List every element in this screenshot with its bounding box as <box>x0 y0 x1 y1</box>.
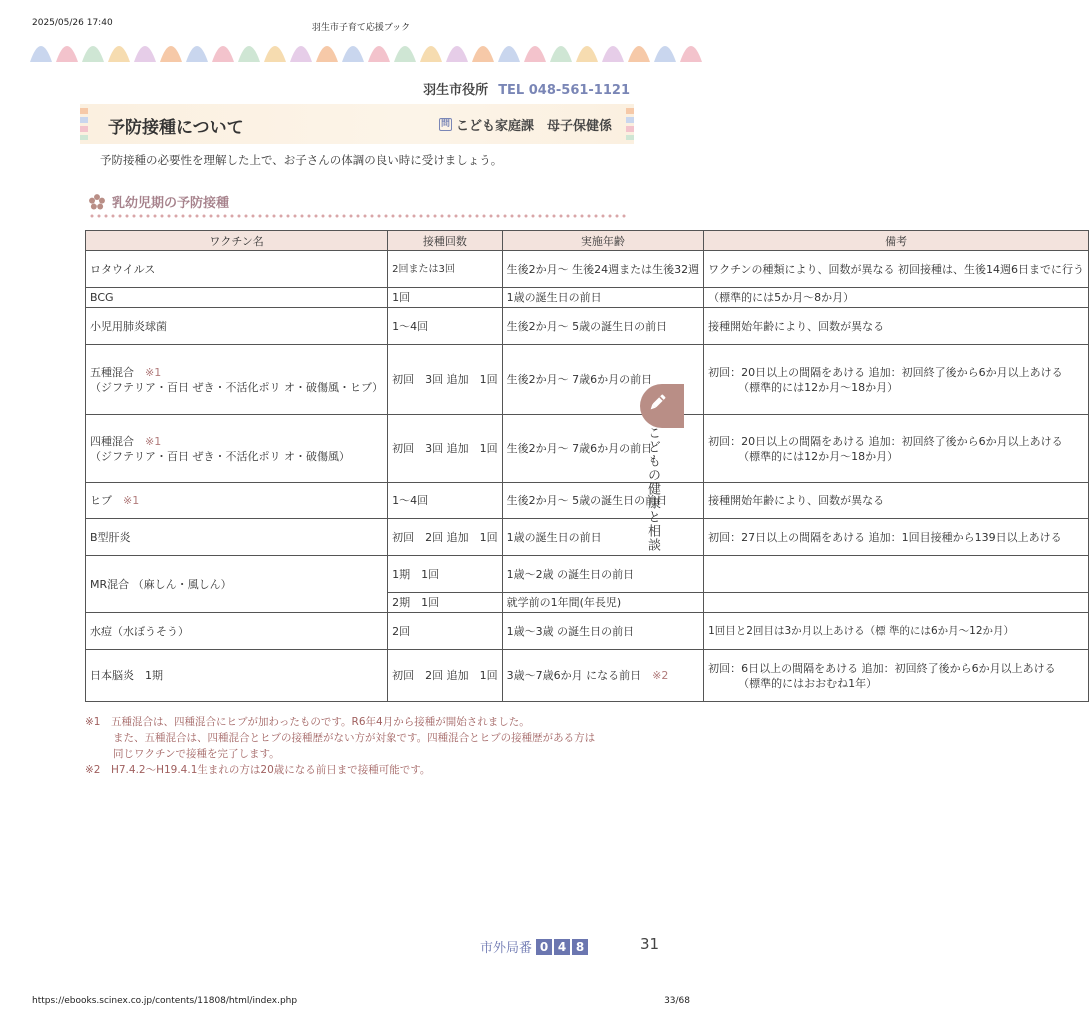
remarks: （標準的には5か月～8か月） <box>704 288 1089 308</box>
vaccine-name: BCG <box>86 288 388 308</box>
banner-pennant <box>290 46 312 62</box>
target-age: 生後2か月～ 5歳の誕生日の前日 <box>502 483 704 519</box>
remarks-detail: （標準的にはおおむね1年） <box>738 676 878 690</box>
area-code-digit: 0 <box>536 939 552 955</box>
section-title: 予防接種について <box>108 118 244 138</box>
divider-dot <box>595 215 598 218</box>
divider-dot <box>315 215 318 218</box>
target-age <box>502 650 704 702</box>
vaccine-name: 小児用肺炎球菌 <box>86 308 388 345</box>
divider-dot <box>518 215 521 218</box>
banner-pennant <box>212 46 234 62</box>
banner-pennant <box>654 46 676 62</box>
divider-dot <box>420 215 423 218</box>
banner-pennant <box>238 46 260 62</box>
divider-dot <box>567 215 570 218</box>
banner-pennant <box>186 46 208 62</box>
divider-dot <box>462 215 465 218</box>
header-vaccine: ワクチン名 <box>86 231 388 251</box>
divider-dot <box>112 215 115 218</box>
remarks: 1回目と2回目は3か月以上あける（標 準的には6か月～12か月） <box>704 613 1089 650</box>
banner-pennant <box>628 46 650 62</box>
banner-pennant <box>446 46 468 62</box>
remarks: 初回：27日以上の間隔をあける 追加：1回目接種から139日以上あける <box>704 519 1089 556</box>
divider-dot <box>301 215 304 218</box>
vaccine-table <box>85 230 1089 702</box>
footnote-1-cont: また、五種混合は、四種混合とヒブの接種歴がない方が対象です。四種混合とヒブの接種歴がある方は <box>113 732 596 744</box>
target-age-main: 3歳～7歳6か月 になる前日 <box>506 669 653 682</box>
divider-dot <box>434 215 437 218</box>
target-age: 1歳の誕生日の前日 <box>502 288 704 308</box>
table-row <box>86 415 1089 483</box>
dose-count: 初回 3回 追加 1回 <box>388 345 503 415</box>
banner-pennant <box>264 46 286 62</box>
bar-deco-right <box>626 108 634 140</box>
intro-text: 予防接種の必要性を理解した上で、お子さんの体調の良い時に受けましょう。 <box>100 153 503 167</box>
divider-dot <box>441 215 444 218</box>
remarks <box>704 415 1089 483</box>
divider-dot <box>91 215 94 218</box>
divider-dot <box>504 215 507 218</box>
divider-dot <box>490 215 493 218</box>
dose-count: 1回 <box>388 288 503 308</box>
dose-count: 初回 3回 追加 1回 <box>388 415 503 483</box>
divider-dot <box>525 215 528 218</box>
target-age: 生後2か月～ 5歳の誕生日の前日 <box>502 308 704 345</box>
side-tab-label: こどもの健康と相談 <box>645 426 660 552</box>
divider-dot <box>119 215 122 218</box>
table-row <box>86 251 1089 288</box>
banner-pennant <box>316 46 338 62</box>
banner-pennant <box>160 46 182 62</box>
divider-dot <box>539 215 542 218</box>
remarks-main: 初回：20日以上の間隔をあける 追加：初回終了後から6か月以上あける <box>708 434 1063 448</box>
divider-dot <box>203 215 206 218</box>
divider-dot <box>273 215 276 218</box>
remarks <box>704 345 1089 415</box>
dose-count: 1期 1回 <box>388 556 503 593</box>
divider-dot <box>147 215 150 218</box>
footnote-mark: ※2 <box>652 669 669 682</box>
divider-dot <box>259 215 262 218</box>
divider-dot <box>427 215 430 218</box>
header-age: 実施年齢 <box>502 231 704 251</box>
banner-pennant <box>472 46 494 62</box>
table-row <box>86 556 1089 593</box>
divider-dot <box>413 215 416 218</box>
divider-dot <box>154 215 157 218</box>
dose-count: 2期 1回 <box>388 593 503 613</box>
divider-dot <box>322 215 325 218</box>
divider-dot <box>532 215 535 218</box>
area-code-label: 市外局番 <box>480 941 533 956</box>
divider-dot <box>448 215 451 218</box>
banner-pennant <box>342 46 364 62</box>
banner-pennant <box>420 46 442 62</box>
banner-pennant <box>602 46 624 62</box>
page-number: 31 <box>640 935 660 953</box>
divider-dot <box>399 215 402 218</box>
footnote-1: ※1 五種混合は、四種混合にヒブが加わったものです。R6年4月から接種が開始されました。 <box>85 716 530 728</box>
divider-dot <box>546 215 549 218</box>
flower-icon <box>88 193 106 211</box>
target-age: 生後2か月～ 生後24週または生後32週 <box>502 251 704 288</box>
dose-count: 1～4回 <box>388 308 503 345</box>
office-name: 羽生市役所 <box>423 83 489 98</box>
subsection-heading <box>88 192 229 211</box>
banner-pennant <box>576 46 598 62</box>
remarks-detail: （標準的には12か月～18か月） <box>738 449 899 463</box>
divider-dot <box>238 215 241 218</box>
target-age: 1歳～2歳 の誕生日の前日 <box>502 556 704 593</box>
table-row <box>86 613 1089 650</box>
divider-dot <box>294 215 297 218</box>
banner-pennant <box>368 46 390 62</box>
office-info <box>423 79 630 98</box>
divider-dot <box>308 215 311 218</box>
divider-dot <box>378 215 381 218</box>
print-title: 羽生市子育て応援ブック <box>311 23 411 33</box>
divider-dot <box>469 215 472 218</box>
contact-label: こども家庭課 母子保健係 <box>455 119 612 134</box>
banner-pennant <box>550 46 572 62</box>
vaccine-name: 水痘（水ぼうそう） <box>86 613 388 650</box>
divider-dot <box>105 215 108 218</box>
divider-dot <box>126 215 129 218</box>
dose-count: 2回または3回 <box>388 251 503 288</box>
table-row <box>86 288 1089 308</box>
vaccine-name <box>86 415 388 483</box>
table-row <box>86 650 1089 702</box>
footnote-1-cont2: 同じワクチンで接種を完了します。 <box>113 748 280 760</box>
divider-dot <box>623 215 626 218</box>
divider-dot <box>343 215 346 218</box>
divider-dot <box>476 215 479 218</box>
remarks-main: 初回：20日以上の間隔をあける 追加：初回終了後から6か月以上あける <box>708 365 1063 379</box>
footnote-mark: ※1 <box>123 494 140 507</box>
divider-dot <box>455 215 458 218</box>
divider-dot <box>217 215 220 218</box>
divider-dot <box>280 215 283 218</box>
divider-dot <box>245 215 248 218</box>
banner-pennant <box>56 46 78 62</box>
divider-dot <box>231 215 234 218</box>
footer-url: https://ebooks.scinex.co.jp/contents/11808/html/index.php <box>32 996 298 1006</box>
print-datetime: 2025/05/26 17:40 <box>32 18 113 28</box>
divider-dot <box>483 215 486 218</box>
vaccine-name-main: 五種混合 <box>90 365 145 379</box>
divider-dot <box>406 215 409 218</box>
vaccine-name: 日本脳炎 1期 <box>86 650 388 702</box>
remarks <box>704 650 1089 702</box>
divider-dot <box>224 215 227 218</box>
divider-dot <box>175 215 178 218</box>
divider-dot <box>357 215 360 218</box>
divider-dot <box>364 215 367 218</box>
divider-dot <box>574 215 577 218</box>
divider-dot <box>140 215 143 218</box>
divider-dot <box>609 215 612 218</box>
contact-dept <box>439 115 612 134</box>
divider-dot <box>189 215 192 218</box>
vaccine-name-detail: （ジフテリア・百日 ぜき・不活化ポリ オ・破傷風） <box>90 449 350 463</box>
divider-dot <box>350 215 353 218</box>
inquiry-icon: 問 <box>440 119 450 129</box>
vaccine-name: ロタウイルス <box>86 251 388 288</box>
divider-dot <box>588 215 591 218</box>
table-header-row <box>86 231 1089 251</box>
banner-pennant <box>524 46 546 62</box>
divider-dot <box>161 215 164 218</box>
vaccine-name: MR混合 （麻しん・風しん） <box>86 556 388 613</box>
divider-dot <box>196 215 199 218</box>
banner-pennant <box>498 46 520 62</box>
header-count: 接種回数 <box>388 231 503 251</box>
dotted-divider <box>90 214 630 218</box>
remarks: ワクチンの種類により、回数が異なる 初回接種は、生後14週6日までに行う <box>704 251 1089 288</box>
divider-dot <box>385 215 388 218</box>
divider-dot <box>581 215 584 218</box>
bar-deco-left <box>80 108 88 140</box>
dose-count: 2回 <box>388 613 503 650</box>
divider-dot <box>252 215 255 218</box>
target-age: 就学前の1年間(年長児) <box>502 593 704 613</box>
divider-dot <box>560 215 563 218</box>
remarks <box>704 556 1089 593</box>
dose-count: 初回 2回 追加 1回 <box>388 650 503 702</box>
target-age: 生後2か月～ 7歳6か月の前日 <box>502 415 704 483</box>
remarks: 接種開始年齢により、回数が異なる <box>704 308 1089 345</box>
divider-dot <box>553 215 556 218</box>
target-age: 生後2か月～ 7歳6か月の前日 <box>502 345 704 415</box>
divider-dot <box>329 215 332 218</box>
area-code <box>480 937 588 956</box>
vaccine-name: B型肝炎 <box>86 519 388 556</box>
table-row <box>86 308 1089 345</box>
remarks <box>704 593 1089 613</box>
target-age: 1歳～3歳 の誕生日の前日 <box>502 613 704 650</box>
banner-pennant <box>108 46 130 62</box>
footer-page-count: 33/68 <box>664 996 690 1006</box>
divider-dot <box>511 215 514 218</box>
divider-dot <box>616 215 619 218</box>
divider-dot <box>371 215 374 218</box>
divider-dot <box>182 215 185 218</box>
table-row <box>86 483 1089 519</box>
divider-dot <box>210 215 213 218</box>
area-code-digit: 4 <box>554 939 570 955</box>
footnote-mark: ※1 <box>145 434 162 448</box>
target-age: 1歳の誕生日の前日 <box>502 519 704 556</box>
header-note: 備考 <box>704 231 1089 251</box>
section-header <box>80 104 634 144</box>
subsection-title: 乳幼児期の予防接種 <box>112 196 230 211</box>
divider-dot <box>497 215 500 218</box>
banner-pennant <box>394 46 416 62</box>
vaccine-name-detail: （ジフテリア・百日 ぜき・不活化ポリ オ・破傷風・ヒブ） <box>90 380 384 394</box>
table-row <box>86 345 1089 415</box>
divider-dot <box>336 215 339 218</box>
banner-pennant <box>680 46 702 62</box>
divider-dot <box>133 215 136 218</box>
dose-count: 初回 2回 追加 1回 <box>388 519 503 556</box>
divider-dot <box>266 215 269 218</box>
banner-pennant <box>134 46 156 62</box>
remarks: 接種開始年齢により、回数が異なる <box>704 483 1089 519</box>
divider-dot <box>392 215 395 218</box>
table-row <box>86 519 1089 556</box>
area-code-digit: 8 <box>572 939 588 955</box>
banner-pennant <box>30 46 52 62</box>
vaccine-name <box>86 345 388 415</box>
vaccine-name-main: 四種混合 <box>90 434 145 448</box>
remarks-main: 初回：6日以上の間隔をあける 追加：初回終了後から6か月以上あける <box>708 661 1056 675</box>
divider-dot <box>287 215 290 218</box>
footnote-mark: ※1 <box>145 365 162 379</box>
office-tel: TEL 048-561-1121 <box>498 83 630 98</box>
banner-pennant <box>82 46 104 62</box>
divider-dot <box>98 215 101 218</box>
vaccine-name-main: ヒブ <box>90 494 123 507</box>
dose-count: 1～4回 <box>388 483 503 519</box>
divider-dot <box>602 215 605 218</box>
footnotes <box>85 714 645 778</box>
pen-icon <box>646 392 668 414</box>
vaccine-name <box>86 483 388 519</box>
decorative-banner <box>28 36 682 62</box>
remarks-detail: （標準的には12か月～18か月） <box>738 380 899 394</box>
divider-dot <box>168 215 171 218</box>
footnote-2: ※2 H7.4.2～H19.4.1生まれの方は20歳になる前日まで接種可能です。 <box>85 764 431 776</box>
